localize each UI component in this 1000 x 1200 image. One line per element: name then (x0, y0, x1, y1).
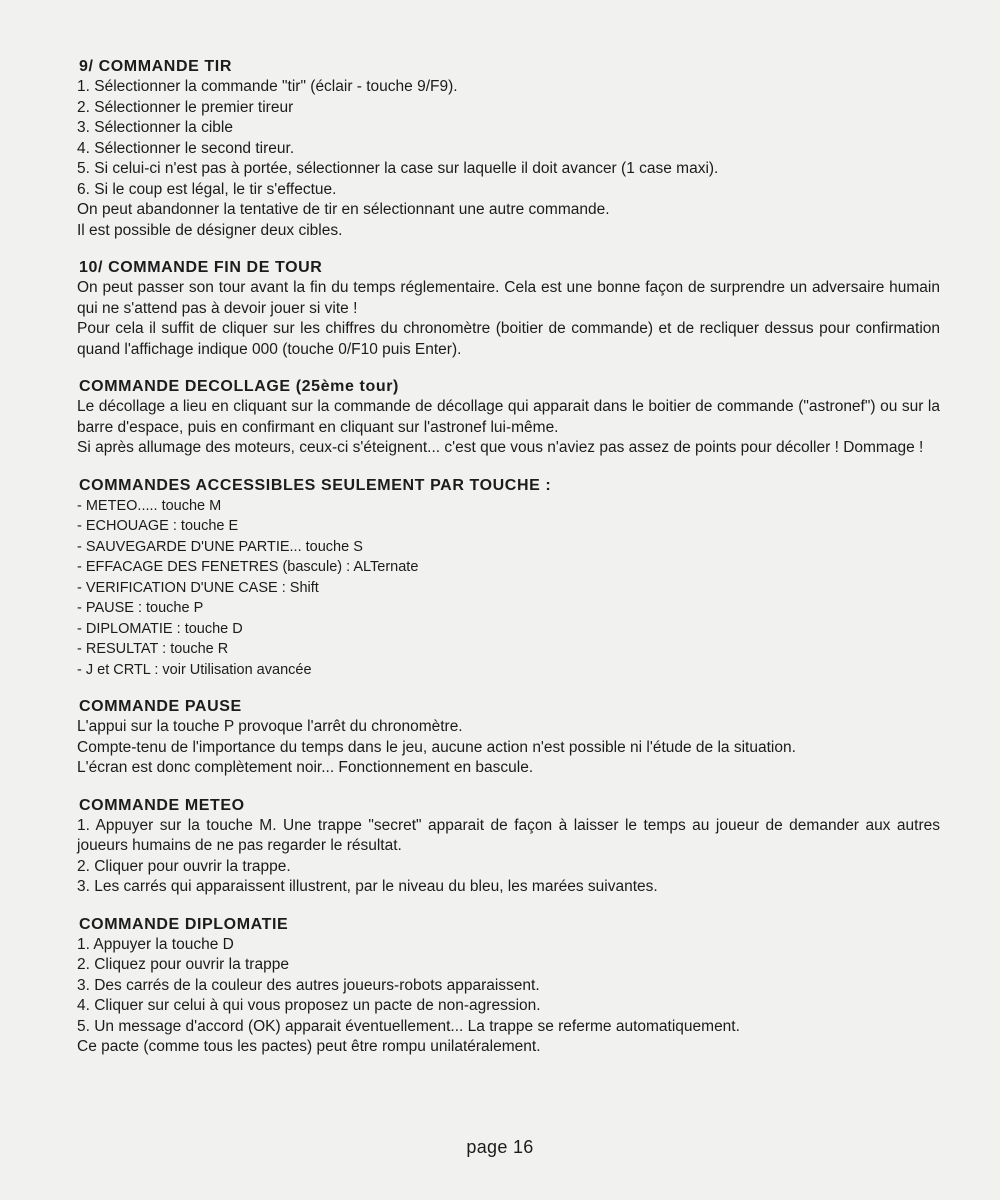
text-line: - DIPLOMATIE : touche D (77, 620, 243, 637)
text-line: 2. Cliquer pour ouvrir la trappe. (77, 857, 291, 875)
text-line: On peut passer son tour avant la fin du temps réglementaire. Cela est une bonne façon de surprendre un adversaire humain qui ne s'attend pas à devoir jouer si vite ! (77, 279, 940, 317)
text-line: L'écran est donc complètement noir... Fonctionnement en bascule. (77, 759, 534, 776)
text-line: - SAUVEGARDE D'UNE PARTIE... touche S (77, 538, 363, 555)
text-line: 2. Sélectionner le premier tireur (77, 98, 294, 116)
text-line: Ce pacte (comme tous les pactes) peut être rompu unilatéralement. (77, 1038, 541, 1055)
text-line: - VERIFICATION D'UNE CASE : Shift (77, 579, 319, 596)
section-heading: COMMANDE PAUSE (79, 698, 242, 715)
section (77, 475, 940, 681)
text-line: 2. Cliquez pour ouvrir la trappe (77, 956, 289, 973)
section-heading: COMMANDE METEO (79, 796, 245, 814)
text-line: 6. Si le coup est légal, le tir s'effectue. (77, 180, 337, 198)
text-line: 4. Sélectionner le second tireur. (77, 139, 295, 157)
section (77, 257, 940, 360)
section-heading: COMMANDE DECOLLAGE (25ème tour) (79, 378, 399, 395)
text-line: - PAUSE : touche P (77, 600, 204, 616)
text-line: 3. Sélectionner la cible (77, 119, 233, 136)
text-line: Pour cela il suffit de cliquer sur les chiffres du chronomètre (boitier de commande) et de recliquer dessus pour confirmation quand l'affichage indique 000 (touche 0/F10 puis Enter). (77, 320, 940, 358)
text-line: Il est possible de désigner deux cibles. (77, 221, 343, 239)
text-line: 1. Sélectionner la commande "tir" (éclair - touche 9/F9). (77, 78, 458, 95)
text-line: - RESULTAT : touche R (77, 641, 229, 657)
section (77, 914, 940, 1058)
text-line: Le décollage a lieu en cliquant sur la commande de décollage qui apparait dans le boitier de commande ("astronef") ou sur la barre d'espace, puis en confirmant en cliquant sur l'astronef lui-même. (77, 398, 940, 436)
text-line: L'appui sur la touche P provoque l'arrêt du chronomètre. (77, 718, 463, 735)
text-line: - ECHOUAGE : touche E (77, 518, 239, 534)
text-line: - J et CRTL : voir Utilisation avancée (77, 661, 312, 678)
section (77, 376, 940, 459)
page-number: page 16 (466, 1137, 534, 1157)
text-line: 4. Cliquer sur celui à qui vous proposez un pacte de non-agression. (77, 997, 541, 1014)
section-heading: COMMANDES ACCESSIBLES SEULEMENT PAR TOUCHE : (79, 476, 552, 494)
text-line: 1. Appuyer la touche D (77, 935, 234, 953)
section (77, 56, 940, 241)
text-line: 5. Un message d'accord (OK) apparait éventuellement... La trappe se referme automatiquement. (77, 1017, 740, 1035)
text-line: - EFFACAGE DES FENETRES (bascule) : ALTernate (77, 559, 419, 575)
text-line: Compte-tenu de l'importance du temps dans le jeu, aucune action n'est possible ni l'étude de la situation. (77, 738, 796, 756)
text-line: 3. Les carrés qui apparaissent illustrent, par le niveau du bleu, les marées suivantes. (77, 878, 658, 895)
text-line: 3. Des carrés de la couleur des autres joueurs-robots apparaissent. (77, 976, 540, 994)
text-line: 1. Appuyer sur la touche M. Une trappe "secret" apparait de façon à laisser le temps au joueur de demander aux autres joueurs humains de ne pas regarder le résultat. (77, 816, 940, 854)
section-heading: 10/ COMMANDE FIN DE TOUR (79, 259, 323, 276)
section (77, 696, 940, 779)
text-line: 5. Si celui-ci n'est pas à portée, sélectionner la case sur laquelle il doit avancer (1 case maxi). (77, 160, 719, 177)
text-line: Si après allumage des moteurs, ceux-ci s'éteignent... c'est que vous n'aviez pas assez de points pour décoller ! Dommage ! (77, 439, 924, 456)
section-heading: COMMANDE DIPLOMATIE (79, 915, 289, 933)
section-heading: 9/ COMMANDE TIR (79, 58, 232, 75)
text-line: - METEO..... touche M (77, 497, 222, 514)
section (77, 795, 940, 898)
text-line: On peut abandonner la tentative de tir en sélectionnant une autre commande. (77, 201, 610, 218)
